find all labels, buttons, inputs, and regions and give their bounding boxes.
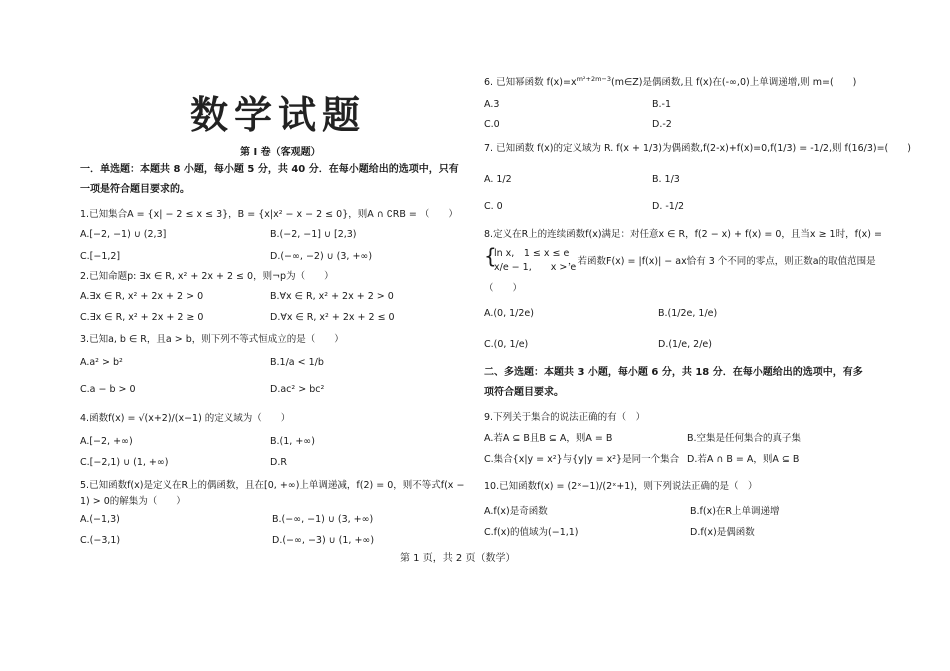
q5-stem-line1: 5.已知函数f(x)是定义在R上的偶函数，且在[0, +∞)上单调递减，f(2) = 0，则不等式f(x − (80, 480, 465, 491)
q3-option-a: A.a² > b² (80, 357, 123, 368)
q2-option-d: D.∀x ∈ R, x² + 2x + 2 ≤ 0 (270, 312, 395, 323)
q6-stem-post: (m∈Z)是偶函数,且 f(x)在(-∞,0)上单调递增,则 m=( ) (611, 77, 857, 88)
q2-stem: 2.已知命题p: ∃x ∈ R, x² + 2x + 2 ≤ 0，则¬p为（ ） (80, 271, 334, 282)
q8-option-d: D.(1/e, 2/e) (658, 339, 712, 350)
q9-stem: 9.下列关于集合的说法正确的有（ ） (484, 412, 646, 423)
q7-option-c: C. 0 (484, 201, 503, 212)
q6-option-b: B.-1 (652, 99, 672, 110)
q5-stem-line2: 1) > 0的解集为（ ） (80, 496, 186, 507)
q1-option-b: B.(−2, −1] ∪ [2,3) (270, 229, 357, 240)
q7-option-d: D. -1/2 (652, 201, 685, 212)
section1-heading: 一．单选题：本题共 8 小题，每小题 5 分，共 40 分．在每小题给出的选项中，只有一项是符合题目要求的。 (80, 164, 459, 195)
q4-option-d: D.R (270, 457, 287, 468)
q1-option-d: D.(−∞, −2) ∪ (3, +∞) (270, 251, 373, 262)
exam-title: 数学试题 (190, 93, 367, 137)
q8-stem-line3: （ ） (484, 283, 523, 294)
q6-option-d: D.-2 (652, 119, 672, 130)
q7-option-a: A. 1/2 (484, 174, 512, 185)
q3-option-c: C.a − b > 0 (80, 384, 136, 395)
q8-case1: ln x, 1 ≤ x ≤ e (494, 248, 570, 259)
q7-option-b: B. 1/3 (652, 174, 680, 185)
q6-stem-exponent: m²+2m−3 (576, 74, 612, 83)
q5-option-d: D.(−∞, −3) ∪ (1, +∞) (272, 535, 375, 546)
q5-option-a: A.(−1,3) (80, 514, 120, 525)
q8-option-c: C.(0, 1/e) (484, 339, 529, 350)
q1-option-a: A.[−2, −1) ∪ (2,3] (80, 229, 167, 240)
q5-option-c: C.(−3,1) (80, 535, 121, 546)
q2-option-c: C.∃x ∈ R, x² + 2x + 2 ≥ 0 (80, 312, 204, 323)
page-footer: 第 1 页，共 2 页（数学） (400, 553, 516, 564)
q10-stem: 10.已知函数f(x) = (2ˣ−1)/(2ˣ+1)，则下列说法正确的是（ ） (484, 481, 758, 492)
q8-case2: x/e − 1, x > e (494, 262, 577, 273)
q3-option-b: B.1/a < 1/b (270, 357, 324, 368)
q3-option-d: D.ac² > bc² (270, 384, 325, 395)
q6-stem (484, 74, 856, 88)
q7-stem: 7. 已知函数 f(x)的定义域为 R. f(x + 1/3)为偶函数,f(2-x)+f(x)=0,f(1/3) = -1/2,则 f(16/3)=( ) (484, 143, 911, 154)
q8-stem-line2: ，若函数F(x) = |f(x)| − ax恰有 3 个不同的零点，则正数a的取值范围是 (568, 256, 876, 267)
q9-option-a: A.若A ⊆ B且B ⊆ A，则A = B (484, 433, 613, 444)
q8-stem-line1: 8.定义在R上的连续函数f(x)满足：对任意x ∈ R，f(2 − x) + f(x) = 0，且当x ≥ 1时，f(x) = (484, 229, 882, 240)
q10-option-d: D.f(x)是偶函数 (690, 527, 755, 538)
section2-heading: 二、多选题：本题共 3 小题，每小题 6 分，共 18 分．在每小题给出的选项中，有多项符合题目要求。 (484, 367, 863, 398)
q4-option-b: B.(1, +∞) (270, 436, 315, 447)
q6-option-a: A.3 (484, 99, 500, 110)
q5-option-b: B.(−∞, −1) ∪ (3, +∞) (272, 514, 374, 525)
q4-option-a: A.[−2, +∞) (80, 436, 133, 447)
q8-option-a: A.(0, 1/2e) (484, 308, 534, 319)
q4-stem: 4.函数f(x) = √(x+2)/(x−1) 的定义域为（ ） (80, 413, 291, 424)
q6-stem-pre: 6. 已知幂函数 f(x)=x (484, 77, 577, 88)
q4-option-c: C.[−2,1) ∪ (1, +∞) (80, 457, 169, 468)
q6-option-c: C.0 (484, 119, 500, 130)
q10-option-b: B.f(x)在R上单调递增 (690, 506, 780, 517)
q8-option-b: B.(1/2e, 1/e) (658, 308, 718, 319)
part-title: 第 I 卷（客观题） (240, 147, 321, 158)
q9-option-c: C.集合{x|y = x²}与{y|y = x²}是同一个集合 (484, 454, 680, 465)
q1-option-c: C.[−1,2] (80, 251, 121, 262)
q8-brace: { (484, 244, 497, 268)
q10-option-a: A.f(x)是奇函数 (484, 506, 548, 517)
q3-stem: 3.已知a, b ∈ R，且a > b，则下列不等式恒成立的是（ ） (80, 334, 344, 345)
q10-option-c: C.f(x)的值域为(−1,1) (484, 527, 579, 538)
q2-option-a: A.∃x ∈ R, x² + 2x + 2 > 0 (80, 291, 204, 302)
q2-option-b: B.∀x ∈ R, x² + 2x + 2 > 0 (270, 291, 394, 302)
q9-option-d: D.若A ∩ B = A，则A ⊆ B (687, 454, 800, 465)
q9-option-b: B.空集是任何集合的真子集 (687, 433, 802, 444)
q1-stem: 1.已知集合A = {x| − 2 ≤ x ≤ 3}，B = {x|x² − x − 2 ≤ 0}，则A ∩ ∁RB = （ ） (80, 209, 458, 220)
